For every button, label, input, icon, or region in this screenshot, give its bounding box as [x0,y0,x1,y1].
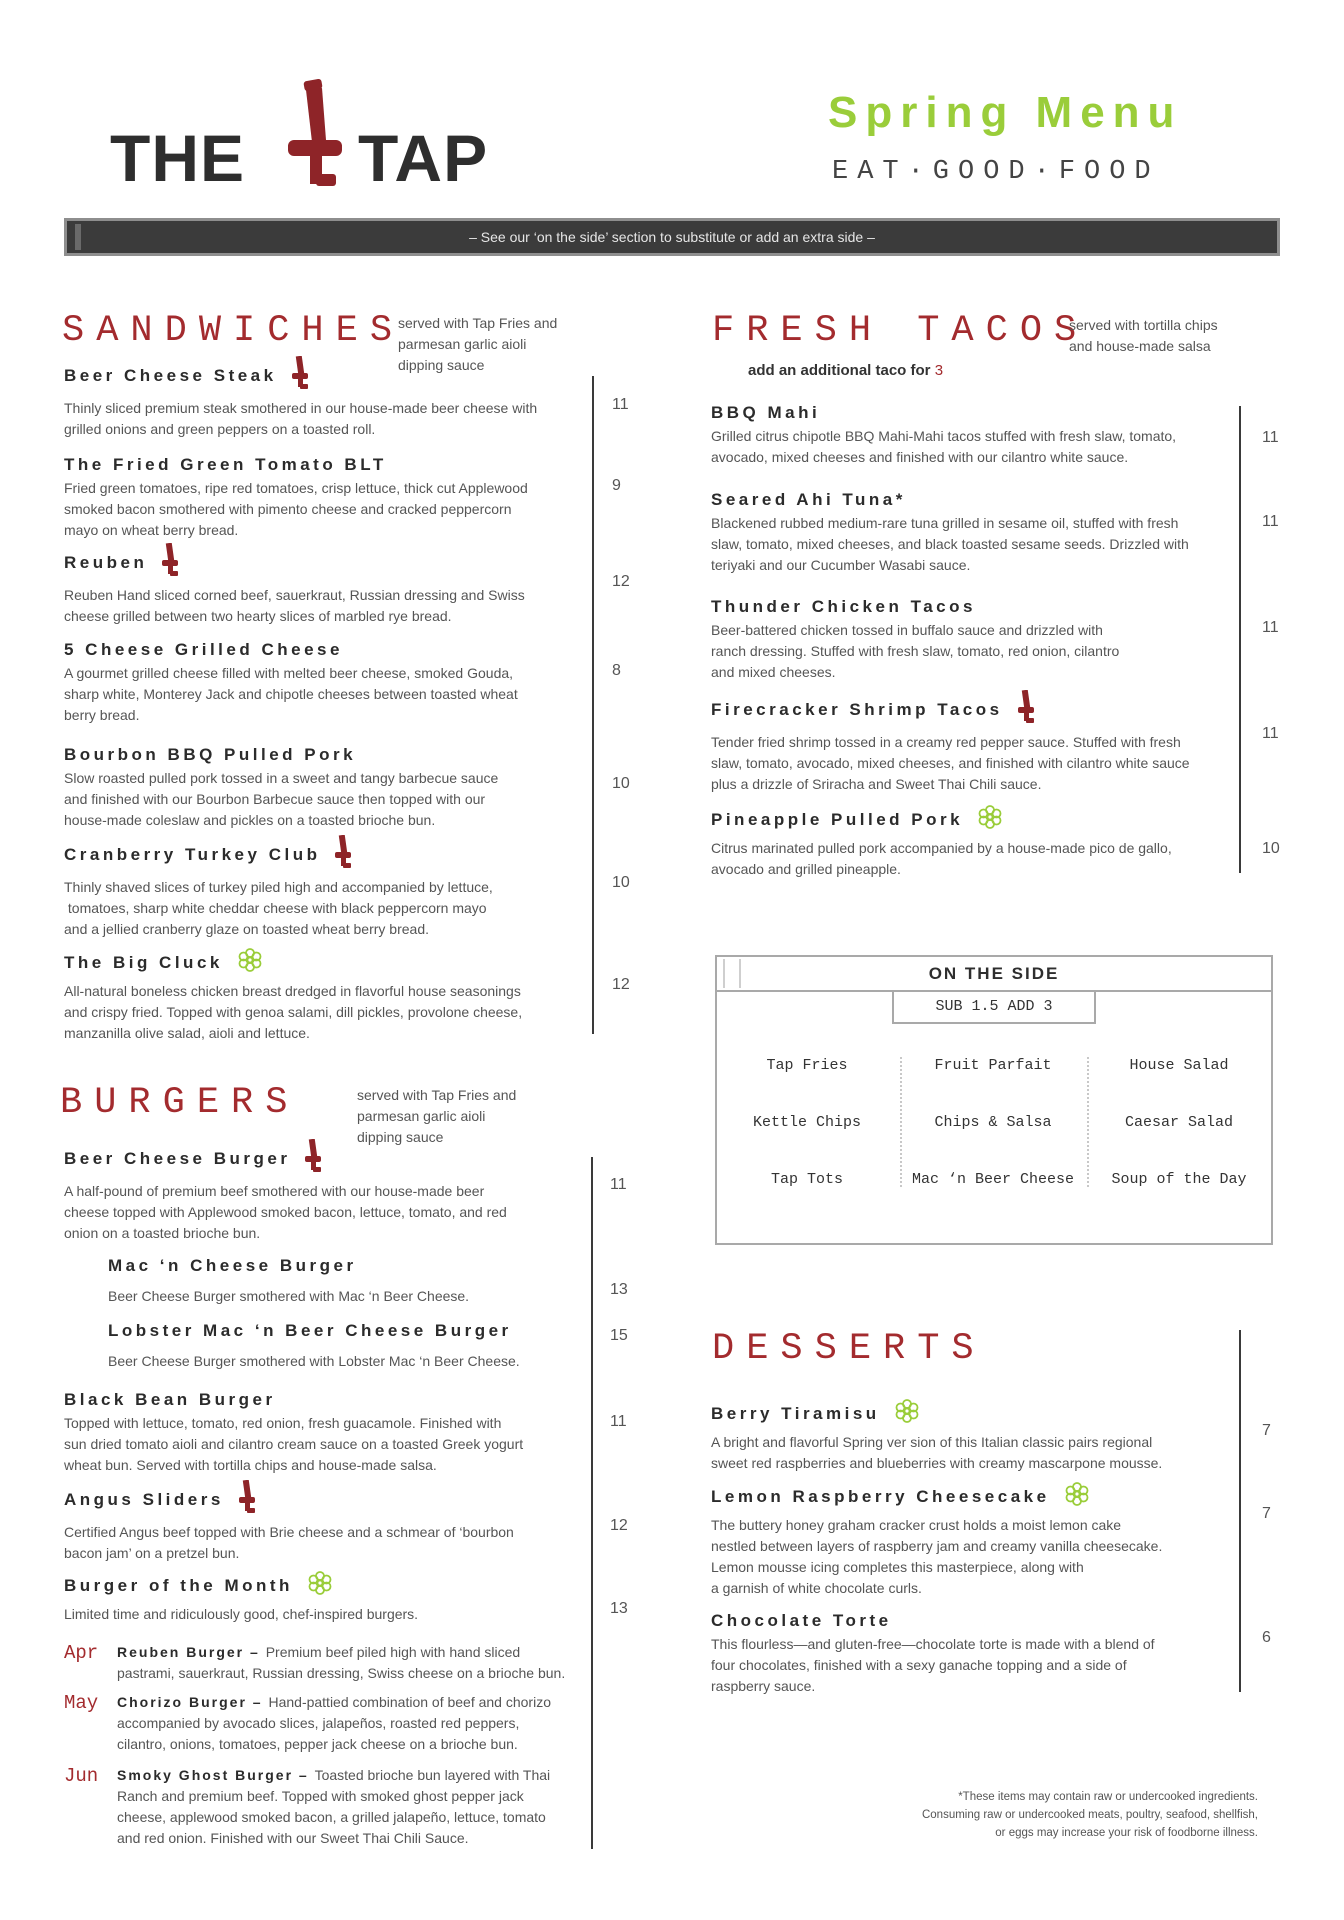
item-price: 7 [1262,1505,1271,1522]
description-line: avocado and grilled pineapple. [711,861,901,877]
description-line: onion on a toasted brioche bun. [64,1225,261,1241]
note-line: served with Tap Fries and [357,1087,517,1103]
item-description [711,838,1251,880]
item-name [108,1256,604,1276]
description-line: Lemon mousse icing completes this masterpiece, along with [711,1559,1084,1575]
item-description [711,513,1251,576]
description-line: Beer Cheese Burger smothered with Mac ‘n Beer Cheese. [108,1288,470,1304]
item-name-text: Berry Tiramisu [711,1403,880,1423]
menu-title: Spring Menu [828,88,1183,137]
desserts-item [711,1487,1251,1599]
item-price: 6 [1262,1629,1271,1646]
item-name [711,1611,1251,1631]
note-line: served with Tap Fries and [398,315,558,331]
disclaimer [870,1788,1258,1842]
flower-icon [1064,1481,1090,1512]
item-name [711,403,1251,423]
item-description [64,768,604,831]
item-name [64,1570,604,1601]
tacos-item [711,597,1251,683]
description-line: sharp white, Monterey Jack and chipotle cheeses between toasted wheat [64,686,518,702]
description-line: pastrami, sauerkraut, Russian dressing, Swiss cheese on a brioche bun. [117,1665,566,1681]
item-name-text: Lobster Mac ‘n Beer Cheese Burger [108,1321,512,1340]
burgers-item [64,1489,604,1564]
description-line: accompanied by avocado slices, jalapeños, roasted red peppers, [117,1715,520,1731]
description-line: cheese topped with Applewood smoked bacon, lettuce, tomato, and red [64,1204,507,1220]
tap-handle-logo-icon [282,78,348,194]
item-price: 15 [610,1327,628,1344]
tacos-item [711,699,1251,795]
description-line: Fried green tomatoes, ripe red tomatoes, crisp lettuce, thick cut Applewood [64,480,528,496]
item-price: 13 [610,1281,628,1298]
description-line: Grilled citrus chipotle BBQ Mahi-Mahi tacos stuffed with fresh slaw, tomato, [711,428,1177,444]
tap-handle-icon [291,356,309,395]
item-price: 10 [612,775,630,792]
item-description [711,732,1251,795]
note-line: parmesan garlic aioli [357,1108,486,1124]
desserts-heading: DESSERTS [712,1328,986,1370]
note-line: dipping sauce [398,357,485,373]
item-price: 10 [1262,840,1280,857]
item-name [64,947,604,978]
flower-icon [307,1570,333,1601]
description-line: Thinly sliced premium steak smothered in our house-made beer cheese with [64,400,538,416]
description-line: sweet red raspberries and blueberries with creamy mascarpone mousse. [711,1455,1163,1471]
description-line: and crispy fried. Topped with genoa salami, dill pickles, provolone cheese, [64,1004,523,1020]
burger-of-month-entry [64,1765,584,1849]
description-line: mayo on wheat berry bread. [64,522,239,538]
description-line: Reuben Burger – Premium beef piled high with hand sliced [117,1644,521,1660]
description-line: Tender fried shrimp tossed in a creamy red pepper sauce. Stuffed with fresh [711,734,1181,750]
taco-addon-price: 3 [934,362,944,379]
disclaimer-line: or eggs may increase your risk of foodborne illness. [995,1827,1258,1839]
burger-of-month-entry [64,1692,584,1755]
item-name [64,1390,604,1410]
side-item: Fruit Parfait [934,1057,1052,1074]
side-item: Soup of the Day [1111,1171,1247,1188]
on-the-side-title-text: ON THE SIDE [928,964,1060,983]
on-the-side-box [715,955,1273,1245]
month-burger-name: Reuben Burger – [117,1644,266,1660]
sandwiches-item [64,953,604,1044]
item-name [64,1480,604,1519]
month-burger-name: Chorizo Burger – [117,1694,269,1710]
item-name [711,804,1251,835]
taco-addon-text: add an additional taco for [748,362,931,379]
tap-handle-icon [334,835,352,874]
logo [110,78,520,198]
description-line: manzanilla olive salad, aioli and lettuce. [64,1025,310,1041]
item-price: 10 [612,874,630,891]
description-line: and red onion. Finished with our Sweet Thai Chili Sauce. [117,1830,469,1846]
item-price: 11 [1262,725,1279,742]
item-description [64,585,604,627]
tap-handle-icon [161,543,179,582]
side-item: Caesar Salad [1124,1114,1234,1131]
description-line: This flourless—and gluten-free—chocolate torte is made with a blend of [711,1636,1155,1652]
side-item: Kettle Chips [752,1114,862,1131]
item-name-text: The Big Cluck [64,952,223,972]
description-line: and mixed cheeses. [711,664,836,680]
item-price: 8 [612,662,621,679]
item-name [711,1398,1251,1429]
description-line: avocado, mixed cheeses and finished with our cilantro white sauce. [711,449,1129,465]
item-description [108,1286,604,1307]
description-line: Ranch and premium beef. Topped with smoked ghost pepper jack [117,1788,524,1804]
item-price: 11 [1262,619,1279,636]
tacos-note [1069,315,1218,357]
item-name-text: Lemon Raspberry Cheesecake [711,1486,1050,1506]
tacos-item [711,490,1251,576]
item-name [64,356,604,395]
sandwiches-item [64,844,604,940]
item-description [64,1522,604,1564]
item-name-text: Bourbon BBQ Pulled Pork [64,745,357,764]
item-price: 11 [1262,429,1279,446]
item-description [711,1634,1251,1697]
description-line: Beer-battered chicken tossed in buffalo sauce and drizzled with [711,622,1103,638]
item-description [64,1604,604,1625]
description-line: slaw, tomato, avocado, mixed cheeses, and finished with cilantro white sauce [711,755,1190,771]
item-name [711,690,1251,729]
item-description [64,1181,604,1244]
description-line: four chocolates, finished with a sexy ganache topping and a side of [711,1657,1127,1673]
description-line: Citrus marinated pulled pork accompanied by a house-made pico de gallo, [711,840,1172,856]
banner-text: – See our ‘on the side’ section to substitute or add an extra side – [469,229,875,245]
item-name [108,1321,604,1341]
item-name-text: Angus Sliders [64,1489,224,1509]
description-line: A half-pound of premium beef smothered with our house-made beer [64,1183,485,1199]
item-description [64,877,604,940]
burgers-item [64,1576,604,1625]
item-price: 11 [1262,513,1279,530]
item-description [711,620,1251,683]
item-name-text: Chocolate Torte [711,1611,892,1630]
burgers-item [108,1256,604,1307]
sides-column [717,1057,897,1228]
flower-icon [894,1398,920,1429]
description-line: bacon jam’ on a pretzel bun. [64,1545,240,1561]
item-name [64,745,604,765]
description-line: ranch dressing. Stuffed with fresh slaw, tomato, red onion, cilantro [711,643,1120,659]
tap-handle-icon [238,1480,256,1519]
description-line: Smoky Ghost Burger – Toasted brioche bun layered with Thai [117,1767,551,1783]
sandwiches-item [64,455,604,541]
item-price: 7 [1262,1422,1271,1439]
header-stripe [723,959,741,988]
item-price: 12 [612,976,630,993]
item-name-text: The Fried Green Tomato BLT [64,455,387,474]
item-price: 13 [610,1600,628,1617]
item-name [64,455,604,475]
menu-tagline: EAT·GOOD·FOOD [832,157,1160,187]
item-name-text: Cranberry Turkey Club [64,844,321,864]
description-line: A gourmet grilled cheese filled with melted beer cheese, smoked Gouda, [64,665,514,681]
tacos-item [711,810,1251,880]
tap-handle-icon [304,1139,322,1178]
side-item: Chips & Salsa [934,1114,1052,1131]
item-description [64,398,604,440]
burgers-heading: BURGERS [60,1082,300,1124]
item-description [64,663,604,726]
description-line: Beer Cheese Burger smothered with Lobster Mac ‘n Beer Cheese. [108,1353,520,1369]
note-line: and house-made salsa [1069,338,1211,354]
disclaimer-line: Consuming raw or undercooked meats, poultry, seafood, shellfish, [921,1809,1258,1821]
logo-word-tap: TAP [358,121,489,195]
item-description [64,981,604,1044]
note-line: parmesan garlic aioli [398,336,527,352]
item-price: 11 [610,1413,627,1430]
tacos-item [711,403,1251,468]
description-line: berry bread. [64,707,140,723]
sandwiches-item [64,552,604,627]
item-name-text: Beer Cheese Burger [64,1148,291,1168]
burgers-item [108,1321,604,1372]
item-price: 12 [612,573,630,590]
item-name-text: Burger of the Month [64,1575,293,1595]
taco-addon [748,362,943,379]
description-line: grilled onions and green peppers on a toasted roll. [64,421,376,437]
on-the-side-pricing: SUB 1.5 ADD 3 [892,992,1096,1024]
description-line: raspberry sauce. [711,1678,816,1694]
month-burger-name: Smoky Ghost Burger – [117,1767,315,1783]
side-item: Tap Tots [770,1171,843,1188]
description-line: slaw, tomato, mixed cheeses, and black toasted sesame seeds. Drizzled with [711,536,1189,552]
description-line: and a jellied cranberry glaze on toasted wheat berry bread. [64,921,429,937]
flower-icon [237,947,263,978]
description-line: cheese grilled between two hearty slices of marbled rye bread. [64,608,452,624]
item-description [711,1432,1251,1474]
item-description [64,1413,604,1476]
item-name-text: Firecracker Shrimp Tacos [711,699,1003,719]
note-line: dipping sauce [357,1129,444,1145]
item-name [711,597,1251,617]
description-line: The buttery honey graham cracker crust holds a moist lemon cake [711,1517,1122,1533]
description-line: Certified Angus beef topped with Brie cheese and a schmear of ‘bourbon [64,1524,514,1540]
sandwiches-heading: SANDWICHES [62,310,405,352]
description-line: plus a drizzle of Sriracha and Sweet Thai Chili sauce. [711,776,1042,792]
month-label: May [64,1692,99,1714]
logo-word-the: THE [110,121,245,195]
description-line: All-natural boneless chicken breast dredged in flavorful house seasonings [64,983,521,999]
note-line: served with tortilla chips [1069,317,1218,333]
month-label: Apr [64,1642,99,1664]
item-price: 11 [612,396,629,413]
month-burger-description [117,1642,584,1684]
description-line: teriyaki and our Cucumber Wasabi sauce. [711,557,971,573]
burger-of-month-entry [64,1642,584,1684]
item-name-text: Reuben [64,552,148,572]
item-name [711,490,1251,510]
month-burger-description [117,1765,584,1849]
item-name-text: Black Bean Burger [64,1390,276,1409]
sandwiches-item [64,640,604,726]
description-line: nestled between layers of raspberry jam and creamy vanilla cheesecake. [711,1538,1163,1554]
description-line: cilantro, onions, tomatoes, pepper jack cheese on a brioche bun. [117,1736,518,1752]
burgers-item [64,1148,604,1244]
sides-column [903,1057,1083,1228]
description-line: sun dried tomato aioli and cilantro cream sauce on a toasted Greek yogurt [64,1436,524,1452]
description-line: tomatoes, sharp white cheddar cheese with black peppercorn mayo [64,900,487,916]
sandwiches-item [64,745,604,831]
item-name-text: Thunder Chicken Tacos [711,597,976,616]
item-price: 9 [612,477,621,494]
item-price: 11 [610,1176,627,1193]
item-name-text: Mac ‘n Cheese Burger [108,1256,357,1275]
item-description [108,1351,604,1372]
item-name [64,543,604,582]
month-label: Jun [64,1765,99,1787]
item-name-text: Pineapple Pulled Pork [711,809,964,829]
description-line: house-made coleslaw and pickles on a toasted brioche bun. [64,812,436,828]
tap-handle-icon [1017,690,1035,729]
description-line: Chorizo Burger – Hand-pattied combination of beef and chorizo [117,1694,551,1710]
item-description [711,1515,1251,1599]
column-divider [900,1057,902,1187]
item-name [64,640,604,660]
description-line: and finished with our Bourbon Barbecue sauce then topped with our [64,791,486,807]
description-line: smoked bacon smothered with pimento cheese and cracked peppercorn [64,501,512,517]
burgers-item [64,1390,604,1476]
description-line: Slow roasted pulled pork tossed in a sweet and tangy barbecue sauce [64,770,499,786]
item-name-text: Beer Cheese Steak [64,365,277,385]
description-line: cheese, applewood smoked bacon, a grilled jalapeño, lettuce, tomato [117,1809,546,1825]
item-name [64,1139,604,1178]
description-line: A bright and flavorful Spring ver sion of this Italian classic pairs regional [711,1434,1153,1450]
item-name-text: 5 Cheese Grilled Cheese [64,640,343,659]
item-name [711,1481,1251,1512]
description-line: Blackened rubbed medium-rare tuna grilled in sesame oil, stuffed with fresh [711,515,1179,531]
description-line: Reuben Hand sliced corned beef, sauerkraut, Russian dressing and Swiss [64,587,525,603]
desserts-item [711,1611,1251,1697]
side-item: House Salad [1129,1057,1229,1074]
flower-icon [977,804,1003,835]
on-the-side-title [717,957,1271,992]
month-burger-description [117,1692,584,1755]
side-item: Mac ‘n Beer Cheese [911,1171,1075,1188]
description-line: wheat bun. Served with tortilla chips and house-made salsa. [64,1457,437,1473]
description-line: Thinly shaved slices of turkey piled high and accompanied by lettuce, [64,879,493,895]
description-line: Topped with lettuce, tomato, red onion, fresh guacamole. Finished with [64,1415,502,1431]
disclaimer-line: *These items may contain raw or undercooked ingredients. [958,1791,1258,1803]
item-price: 12 [610,1517,628,1534]
item-description [64,478,604,541]
tacos-heading: FRESH TACOS [712,310,1089,352]
sides-column [1089,1057,1269,1228]
description-line: a garnish of white chocolate curls. [711,1580,922,1596]
item-name-text: Seared Ahi Tuna* [711,490,906,509]
description-line: Limited time and ridiculously good, chef-inspired burgers. [64,1606,419,1622]
item-description [711,426,1251,468]
item-name-text: BBQ Mahi [711,403,821,422]
item-name [64,835,604,874]
desserts-item [711,1404,1251,1474]
side-item: Tap Fries [766,1057,848,1074]
info-banner [64,218,1280,256]
